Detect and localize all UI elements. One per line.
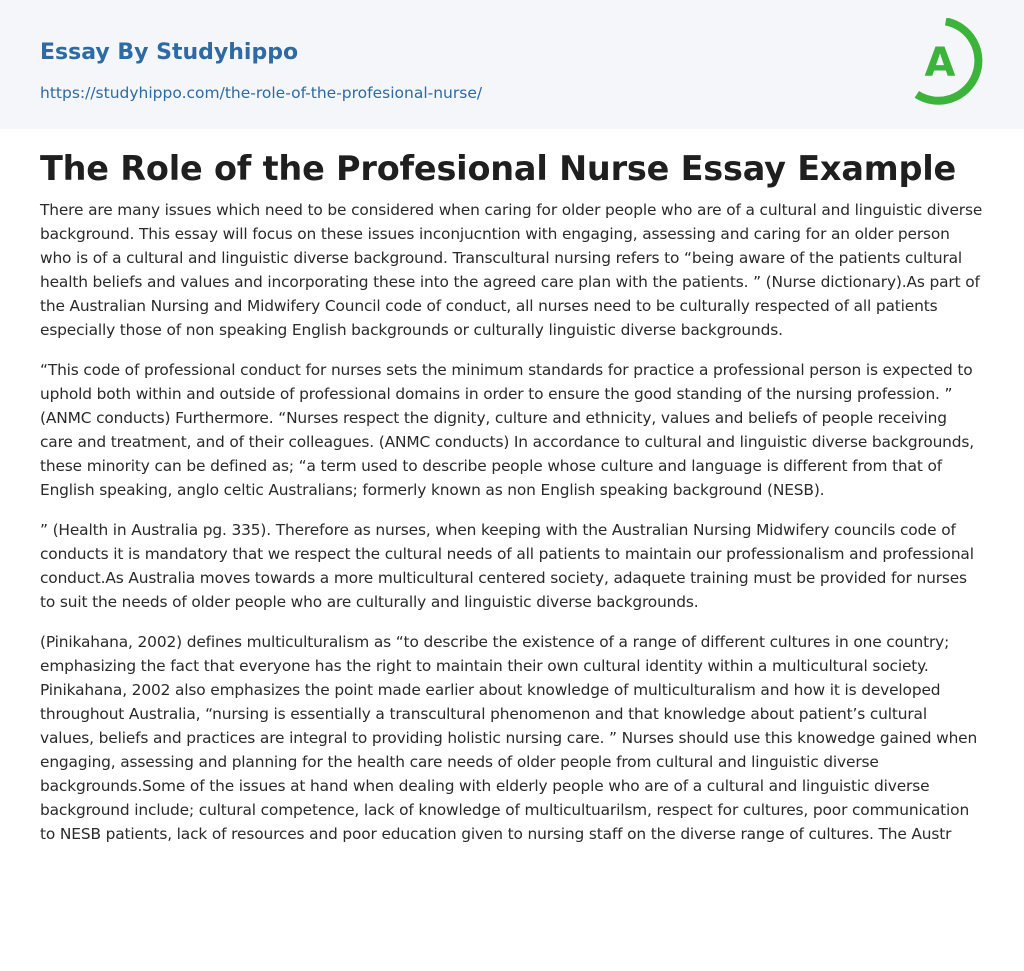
article-title: The Role of the Profesional Nurse Essay Example xyxy=(40,149,957,188)
site-header xyxy=(0,0,1024,129)
article-paragraph: There are many issues which need to be considered when caring for older people who are of a cultural and linguistic diverse background. This essay will focus on these issues inconjucntion with engaging, assessing and caring for an older person who is of a cultural and linguistic diverse background. Transcultural nursing refers to “being aware of the patients cultural health beliefs and values and incorporating these into the agreed care plan with the patients. ” (Nurse dictionary).As part of the Australian Nursing and Midwifery Council code of conduct, all nurses need to be culturally respected of all patients especially those of non speaking English backgrounds or culturally linguistic diverse backgrounds. xyxy=(40,201,983,339)
studyhippo-logo-icon[interactable] xyxy=(910,18,988,108)
logo-letter: A xyxy=(924,40,956,86)
article-paragraph: (Pinikahana, 2002) defines multiculturalism as “to describe the existence of a range of different cultures in one country; emphasizing the fact that everyone has the right to maintain their own cultural identity within a multicultural society. Pinikahana, 2002 also emphasizes the point made earlier about knowledge of multiculturalism and how it is developed throughout Australia, “nursing is essentially a transcultural phenomenon and that knowledge about patient’s cultural values, beliefs and practices are integral to providing holistic nursing care. ” Nurses should use this knowedge gained when engaging, assessing and planning for the health care needs of older people from cultural and linguistic diverse backgrounds.Some of the issues at hand when dealing with elderly people who are of a cultural and linguistic diverse background include; cultural competence, lack of knowledge of multicultuarilsm, respect for cultures, poor communication to NESB patients, lack of resources and poor education given to nursing staff on the diverse range of cultures. The Austr xyxy=(40,633,978,843)
article xyxy=(0,129,1024,846)
page-url-link[interactable]: https://studyhippo.com/the-role-of-the-profesional-nurse/ xyxy=(40,84,483,102)
article-body xyxy=(40,198,984,846)
site-brand[interactable]: Essay By Studyhippo xyxy=(40,40,299,65)
article-paragraph: “This code of professional conduct for nurses sets the minimum standards for practice a professional person is expected to uphold both within and outside of professional domains in order to ensure the good standing of the nursing profession. ” (ANMC conducts) Furthermore. “Nurses respect the dignity, culture and ethnicity, values and beliefs of people receiving care and treatment, and of their colleagues. (ANMC conducts) In accordance to cultural and linguistic diverse backgrounds, these minority can be defined as; “a term used to describe people whose culture and language is different from that of English speaking, anglo celtic Australians; formerly known as non English speaking background (NESB). xyxy=(40,361,975,499)
article-paragraph: ” (Health in Australia pg. 335). Therefore as nurses, when keeping with the Australian Nursing Midwifery councils code of conducts it is mandatory that we respect the cultural needs of all patients to maintain our professionalism and professional conduct.As Australia moves towards a more multicultural centered society, adaquete training must be provided for nurses to suit the needs of older people who are culturally and linguistic diverse backgrounds. xyxy=(40,521,974,611)
